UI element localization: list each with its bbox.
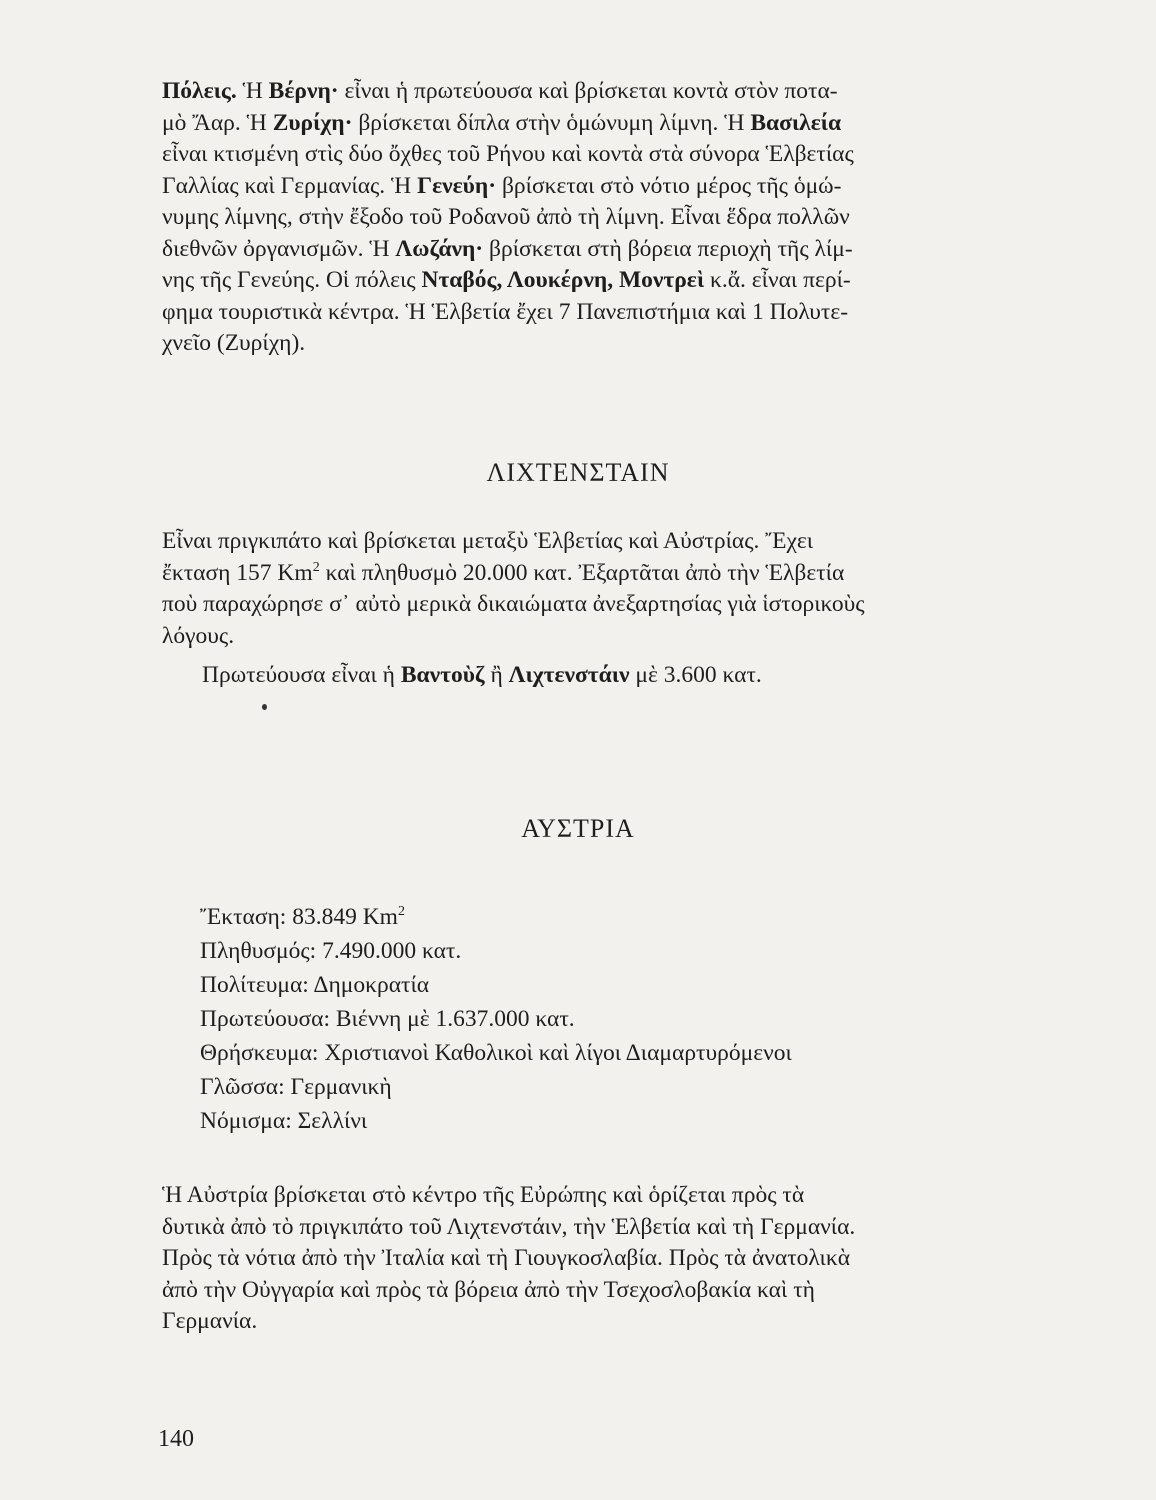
page-number: 140 [158, 1426, 194, 1452]
fact-government: Πολίτευμα: Δημοκρατία [200, 972, 430, 998]
text-line: ἀπὸ τὴν Οὐγγαρία καὶ πρὸς τὰ βόρεια ἀπὸ τὴν Τσεχοσλοβακία καὶ τὴ [162, 1276, 815, 1303]
text-line: Γερμανία. [162, 1308, 258, 1334]
text-line: Πρωτεύουσα εἶναι ἡ Βαντοὺζ ἢ Λιχτενστάιν μὲ 3.600 κατ. [202, 662, 762, 688]
text-line: λόγους. [162, 622, 235, 649]
fact-language: Γλῶσσα: Γερμανικὴ [200, 1074, 392, 1100]
text-line: Εἶναι πριγκιπάτο καὶ βρίσκεται μεταξὺ Ἑλβετίας καὶ Αὐστρίας. Ἔχει [162, 528, 814, 554]
text-line: διεθνῶν ὀργανισμῶν. Ἡ Λωζάνη· βρίσκεται στὴ βόρεια περιοχὴ τῆς λίμ- [162, 235, 853, 262]
austria-borders-paragraph [162, 1180, 1012, 1338]
text-line: μὸ Ἄαρ. Ἡ Ζυρίχη· βρίσκεται δίπλα στὴν ὁμώνυμη λίμνη. Ἡ Βασιλεία [162, 109, 842, 136]
ink-speck [262, 704, 267, 710]
fact-area: Ἔκταση: 83.849 Km$^2$ [200, 904, 405, 930]
text-line: Γαλλίας καὶ Γερμανίας. Ἡ Γενεύη· βρίσκεται στὸ νότιο μέρος τῆς ὁμώ- [162, 172, 842, 199]
liechtenstein-heading: ΛΙΧΤΕΝΣΤΑΙΝ [486, 458, 670, 487]
text-line: ἔκταση 157 Km$^2$ καὶ πληθυσμὸ 20.000 κατ. Ἐξαρτᾶται ἀπὸ τὴν Ἑλβετία [162, 559, 845, 586]
text-line: χνεῖο (Ζυρίχη). [162, 330, 306, 356]
text-line: φημα τουριστικὰ κέντρα. Ἡ Ἑλβετία ἔχει 7 Πανεπιστήμια καὶ 1 Πολυτε- [162, 298, 849, 325]
text-line: Πρὸς τὰ νότια ἀπὸ τὴν Ἰταλία καὶ τὴ Γιουγκοσλαβία. Πρὸς τὰ ἀνατολικὰ [162, 1245, 851, 1271]
text-line: εἶναι κτισμένη στὶς δύο ὄχθες τοῦ Ρήνου καὶ κοντὰ στὰ σύνορα Ἑλβετίας [162, 141, 854, 167]
text-line: δυτικὰ ἀπὸ τὸ πριγκιπάτο τοῦ Λιχτενστάιν, τὴν Ἑλβετία καὶ τὴ Γερμανία. [162, 1213, 856, 1240]
text-line: νης τῆς Γενεύης. Οἱ πόλεις Νταβός, Λουκέρνη, Μοντρεὶ κ.ἄ. εἶναι περί- [162, 267, 851, 293]
text-line: ποὺ παραχώρησε σ᾽ αὐτὸ μερικὰ δικαιώματα ἀνεξαρτησίας γιὰ ἱστορικοὺς [162, 591, 865, 617]
liechtenstein-capital-line [202, 660, 1052, 692]
fact-currency: Νόμισμα: Σελλίνι [200, 1108, 368, 1134]
text-line: Πόλεις. Ἡ Βέρνη· εἶναι ἡ πρωτεύουσα καὶ βρίσκεται κοντὰ στὸν ποτα- [162, 78, 838, 104]
text-line: Ἡ Αὐστρία βρίσκεται στὸ κέντρο τῆς Εὐρώπης καὶ ὁρίζεται πρὸς τὰ [162, 1182, 805, 1208]
fact-religion: Θρήσκευμα: Χριστιανοὶ Καθολικοὶ καὶ λίγοι Διαμαρτυρόμενοι [200, 1040, 792, 1066]
fact-capital: Πρωτεύουσα: Βιέννη μὲ 1.637.000 κατ. [200, 1006, 575, 1032]
austria-heading: ΑΥΣΤΡΙΑ [521, 814, 635, 843]
text-line: νυμης λίμνης, στὴν ἔξοδο τοῦ Ροδανοῦ ἀπὸ τὴ λίμνη. Εἶναι ἕδρα πολλῶν [162, 204, 850, 230]
liechtenstein-paragraph [162, 526, 1012, 652]
fact-population: Πληθυσμός: 7.490.000 κατ. [200, 938, 462, 964]
switzerland-cities-paragraph [162, 76, 1012, 360]
austria-facts-list [200, 900, 792, 1138]
